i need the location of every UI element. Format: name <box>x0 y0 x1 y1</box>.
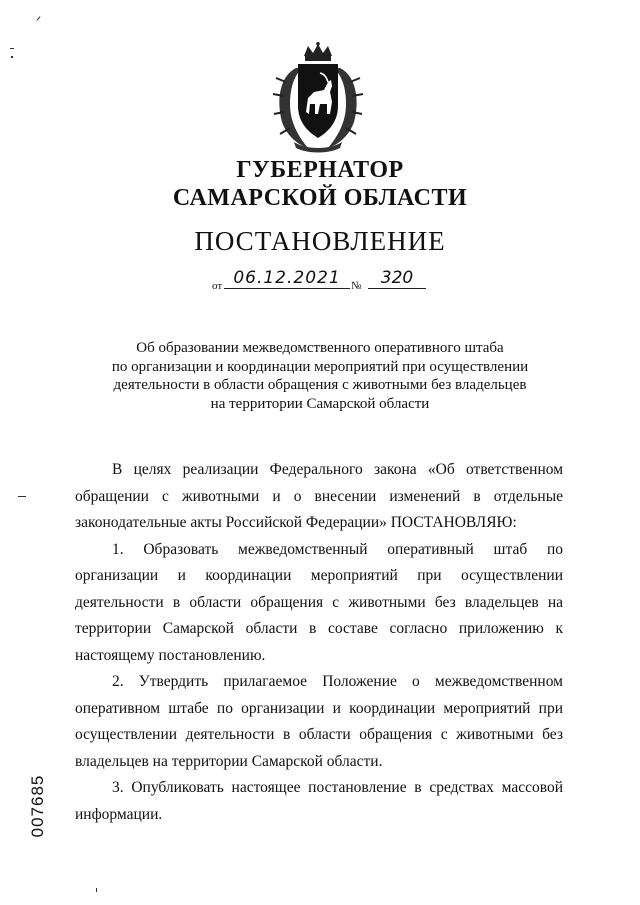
subject-line: по организации и координации мероприятий при осуществлении <box>111 358 529 375</box>
subject-line: деятельности в области обращения с животными без владельцев <box>113 377 527 393</box>
number-label: № <box>351 280 362 292</box>
scan-mark <box>18 496 26 497</box>
document-body <box>75 457 563 828</box>
subject-line: Об образовании межведомственного оперативного штаба <box>136 340 504 356</box>
document-number: 320 <box>368 268 426 289</box>
scan-mark <box>96 888 97 892</box>
document-type: ПОСТАНОВЛЕНИЕ <box>194 226 446 256</box>
registration-stamp-number <box>26 770 50 842</box>
item-3-paragraph: 3. Опубликовать настоящее постановление в средствах массовой информации. <box>75 779 563 823</box>
issuer-title-line2: САМАРСКОЙ ОБЛАСТИ <box>172 185 468 211</box>
document-date: 06.12.2021 <box>224 268 350 289</box>
preamble-paragraph: В целях реализации Федерального закона «Об ответственном обращении с животными и о внесении изменений в отдельные законодательные акты Российской Федерации» ПОСТАНОВЛЯЮ: <box>75 461 563 531</box>
stamp-number-text: 007685 <box>28 774 47 838</box>
date-from-label: от <box>212 280 223 292</box>
document-subject <box>60 339 580 413</box>
subject-line: на территории Самарской области <box>210 395 430 412</box>
date-number-line <box>208 268 438 294</box>
item-1-paragraph: 1. Образовать межведомственный оперативный штаб по организации и координации мероприятий при осуществлении деятельности в области обращения с животными без владельцев на территории Самарской области в составе согласно приложению к настоящему постановлению. <box>75 540 563 664</box>
item-2-paragraph: 2. Утвердить прилагаемое Положение о межведомственном оперативном штабе по организации и координации мероприятий при осуществлении деятельности в области обращения с животными без владельцев на территории Самарской области. <box>75 673 563 770</box>
scan-mark <box>37 16 41 20</box>
scan-mark <box>11 56 13 58</box>
issuer-title-line1: ГУБЕРНАТОР <box>236 157 404 183</box>
samara-coat-of-arms-icon <box>268 42 368 154</box>
scan-mark <box>10 48 14 49</box>
